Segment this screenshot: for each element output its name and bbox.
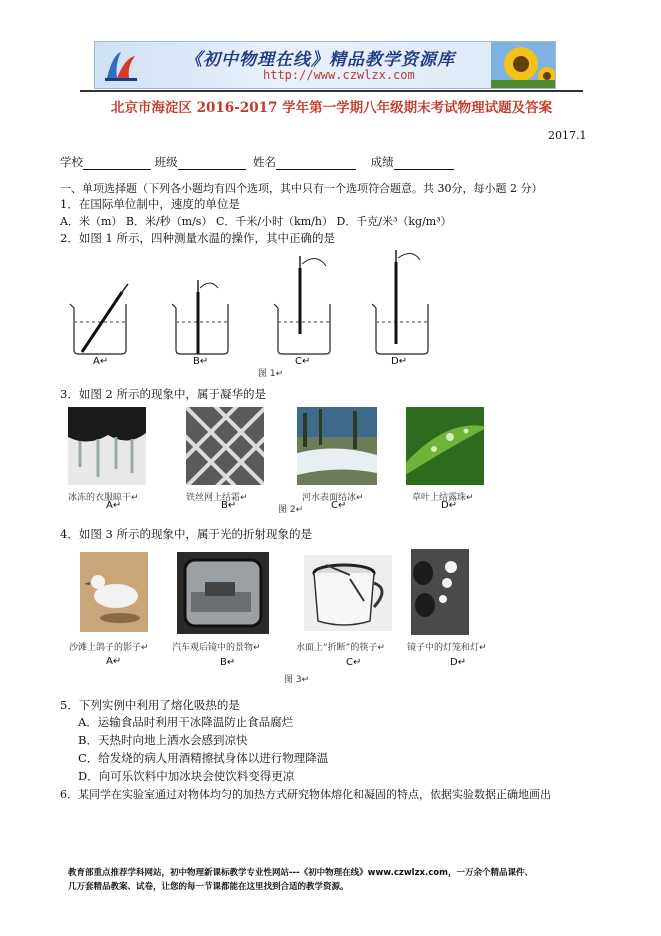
class-field[interactable] bbox=[178, 157, 246, 170]
exam-date: 2017.1 bbox=[548, 129, 587, 142]
q5-stem: 5．下列实例中利用了熔化吸热的是 bbox=[60, 698, 240, 712]
section-heading: 一、单项选择题（下列各小题均有四个选项，其中只有一个选项符合题意。共 30分，每小题 2 分） bbox=[60, 182, 543, 195]
beaker-d bbox=[372, 250, 428, 354]
fig2-caption-b: 铁丝网上结霜↵ bbox=[186, 493, 248, 503]
page-footer bbox=[68, 866, 598, 894]
q1-stem: 1．在国际单位制中，速度的单位是 bbox=[60, 197, 240, 211]
photo-frozen-clothes bbox=[68, 407, 146, 485]
fig3-caption-d: 镜子中的灯笼和灯↵ bbox=[407, 643, 487, 653]
fig2-caption-a: 冰冻的衣服晾干↵ bbox=[68, 493, 139, 503]
fig1-label-d: D↵ bbox=[391, 356, 408, 367]
site-logo-icon bbox=[103, 48, 139, 82]
fig2-caption-c: 河水表面结冰↵ bbox=[302, 493, 364, 503]
class-label: 班级 bbox=[154, 155, 178, 169]
fig1-label-a: A↵ bbox=[93, 356, 109, 367]
fig2-label-c: C↵ bbox=[331, 500, 347, 511]
photo-pigeon-shadow bbox=[80, 552, 148, 632]
page-title: 北京市海淀区 2016-2017 学年第一学期八年级期末考试物理试题及答案 bbox=[110, 100, 553, 116]
q5-option-a: A．运输食品时利用干冰降温防止食品腐烂 bbox=[78, 715, 294, 729]
sunflower-icon bbox=[491, 42, 555, 88]
photo-lanterns-mirror bbox=[411, 549, 469, 635]
footer-line-2: 几万套精品教案、试卷，让您的每一节课都能在这里找到合适的教学资源。 bbox=[68, 882, 349, 892]
figure-1-beakers bbox=[60, 248, 440, 380]
header-banner bbox=[94, 41, 556, 89]
fig2-label-a: A↵ bbox=[106, 500, 122, 511]
figure-3-caption: 图 3↵ bbox=[284, 675, 310, 685]
q1-options: A．米（m） B．米/秒（m/s） C．千米/小时（km/h） D．千克/米³（kg/m³） bbox=[60, 215, 452, 228]
banner-url[interactable]: http://www.czwlzx.com bbox=[263, 68, 415, 82]
fig2-label-b: B↵ bbox=[221, 500, 237, 511]
fig3-caption-a: 沙滩上鸽子的影子↵ bbox=[69, 643, 149, 653]
fig3-caption-c: 水面上“折断”的筷子↵ bbox=[296, 643, 385, 653]
banner-title: 《初中物理在线》精品教学资源库 bbox=[185, 50, 455, 70]
q2-stem: 2．如图 1 所示，四种测量水温的操作，其中正确的是 bbox=[60, 231, 335, 245]
fig1-label-b: B↵ bbox=[193, 356, 209, 367]
beaker-c bbox=[274, 256, 330, 354]
photo-frost-wire bbox=[186, 407, 264, 485]
fig3-label-c: C↵ bbox=[346, 657, 362, 668]
beaker-a bbox=[70, 284, 128, 354]
name-field[interactable] bbox=[276, 157, 356, 170]
figure-1-caption: 图 1↵ bbox=[258, 369, 284, 379]
photo-chopstick-cup bbox=[304, 555, 392, 631]
school-label: 学校 bbox=[60, 155, 83, 169]
q4-stem: 4．如图 3 所示的现象中，属于光的折射现象的是 bbox=[60, 527, 312, 541]
fig2-caption-d: 草叶上结露珠↵ bbox=[412, 493, 474, 503]
fig3-label-d: D↵ bbox=[450, 657, 467, 668]
q5-option-c: C．给发烧的病人用酒精擦拭身体以进行物理降温 bbox=[78, 751, 329, 765]
header-rule bbox=[80, 90, 583, 92]
fig3-caption-b: 汽车观后镜中的景物↵ bbox=[172, 643, 261, 653]
q6-stem: 6．某同学在实验室通过对物体均匀的加热方式研究物体熔化和凝固的特点，依据实验数据正确地画出 bbox=[60, 788, 551, 801]
fig3-label-a: A↵ bbox=[106, 656, 122, 667]
footer-line-1: 教育部重点推荐学科网站，初中物理新课标教学专业性网站---《初中物理在线》www.czwlzx.com，一万余个精品课件、 bbox=[68, 868, 533, 878]
score-field[interactable] bbox=[394, 157, 454, 170]
name-label: 姓名 bbox=[252, 155, 276, 169]
photo-car-mirror bbox=[177, 552, 269, 634]
school-field[interactable] bbox=[83, 157, 151, 170]
beaker-b bbox=[172, 280, 228, 354]
student-info-fields bbox=[60, 154, 454, 170]
q5-option-d: D．向可乐饮料中加冰块会使饮料变得更凉 bbox=[78, 769, 295, 783]
fig2-label-d: D↵ bbox=[441, 500, 458, 511]
score-label: 成绩 bbox=[370, 155, 394, 169]
photo-dew-leaves bbox=[406, 407, 484, 485]
fig3-label-b: B↵ bbox=[220, 657, 236, 668]
photo-frozen-river bbox=[297, 407, 377, 485]
figure-2-caption: 图 2↵ bbox=[278, 505, 304, 515]
q3-stem: 3．如图 2 所示的现象中，属于凝华的是 bbox=[60, 387, 266, 401]
q5-option-b: B．天热时向地上洒水会感到凉快 bbox=[78, 733, 248, 747]
fig1-label-c: C↵ bbox=[295, 356, 311, 367]
